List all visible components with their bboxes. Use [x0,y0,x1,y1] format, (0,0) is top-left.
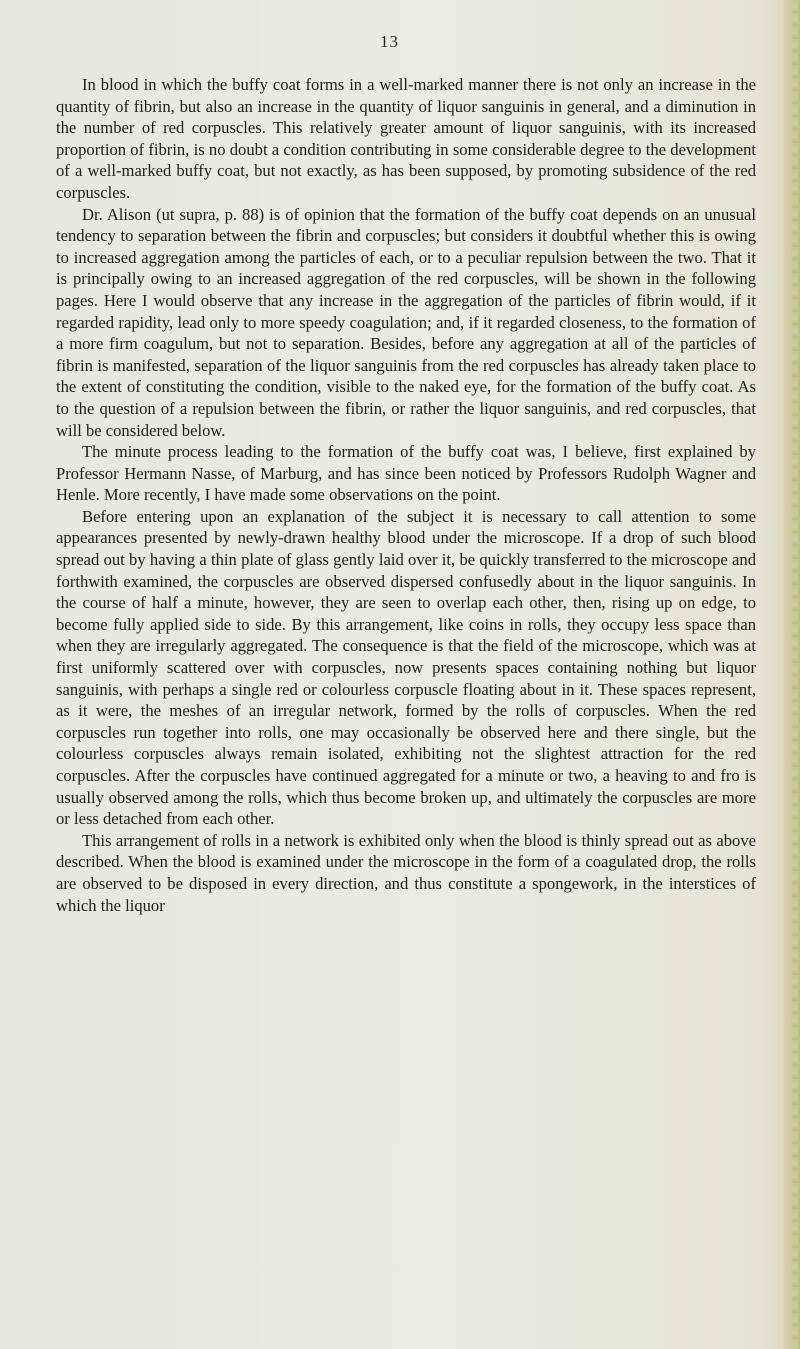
paragraph-4: Before entering upon an explanation of the subject it is necessary to call attention to some appearances presented by newly-drawn healthy blood under the microscope. If a drop of such blood spread out by having a thin plate of glass gently laid over it, be quickly transferred to the microscope and forthwith examined, the corpuscles are observed dispersed confusedly about in the liquor sanguinis. In the course of half a minute, however, they are seen to overlap each other, then, rising up on edge, to become fully applied side to side. By this arrangement, like coins in rolls, they occupy less space than when they are irregularly aggregated. The consequence is that the field of the microscope, which was at first uniformly scattered over with corpuscles, now presents spaces containing nothing but liquor sanguinis, with perhaps a single red or colourless corpuscle floating about in it. These spaces represent, as it were, the meshes of an irregular network, formed by the rolls of corpuscles. When the red corpuscles run together into rolls, one may occasionally be observed here and there single, but the colourless corpuscles always remain isolated, exhibiting not the slightest attraction for the red corpuscles. After the corpuscles have continued aggregated for a minute or two, a heaving to and fro is usually observed among the rolls, which thus become broken up, and ultimately the corpuscles are more or less detached from each other. [56,506,756,829]
paragraph-1: In blood in which the buffy coat forms in a well-marked manner there is not only an increase in the quantity of fibrin, but also an increase in the quantity of liquor sanguinis in general, and a diminution in the number of red corpuscles. This relatively greater amount of liquor sanguinis, with its increased proportion of fibrin, is no doubt a condition contributing in some considerable degree to the development of a well-marked buffy coat, but not exactly, as has been supposed, by promoting subsidence of the red corpuscles. [56,75,756,202]
paragraph-5: This arrangement of rolls in a network is exhibited only when the blood is thinly spread out as above described. When the blood is examined under the microscope in the form of a coagulated drop, the rolls are observed to be disposed in every direction, and thus constitute a spongework, in the interstices of which the liquor [56,830,756,915]
paragraph-2: Dr. Alison (ut supra, p. 88) is of opinion that the formation of the buffy coat depends on an unusual tendency to separation between the fibrin and corpuscles; but considers it doubtful whether this is owing to increased aggregation among the particles of each, or to a peculiar repulsion between the two. That it is principally owing to an increased aggregation of the red corpuscles, will be shown in the following pages. Here I would observe that any increase in the aggregation of the particles of fibrin would, if it regarded rapidity, lead only to more speedy coagulation; and, if it regarded closeness, to the formation of a more firm coagulum, but not to separation. Besides, before any aggregation at all of the particles of fibrin is manifested, separation of the liquor sanguinis from the red corpuscles has already taken place to the extent of constituting the condition, visible to the naked eye, for the formation of the buffy coat. As to the question of a repulsion between the fibrin, or rather the liquor sanguinis, and red corpuscles, that will be considered below. [56,204,756,440]
paragraph-3: The minute process leading to the formation of the buffy coat was, I believe, first explained by Professor Hermann Nasse, of Marburg, and has since been noticed by Professors Rudolph Wagner and Henle. More recently, I have made some observations on the point. [56,442,756,505]
body-text [56,74,756,916]
page-binding-strip [792,0,798,1349]
page-number: 13 [380,32,399,51]
